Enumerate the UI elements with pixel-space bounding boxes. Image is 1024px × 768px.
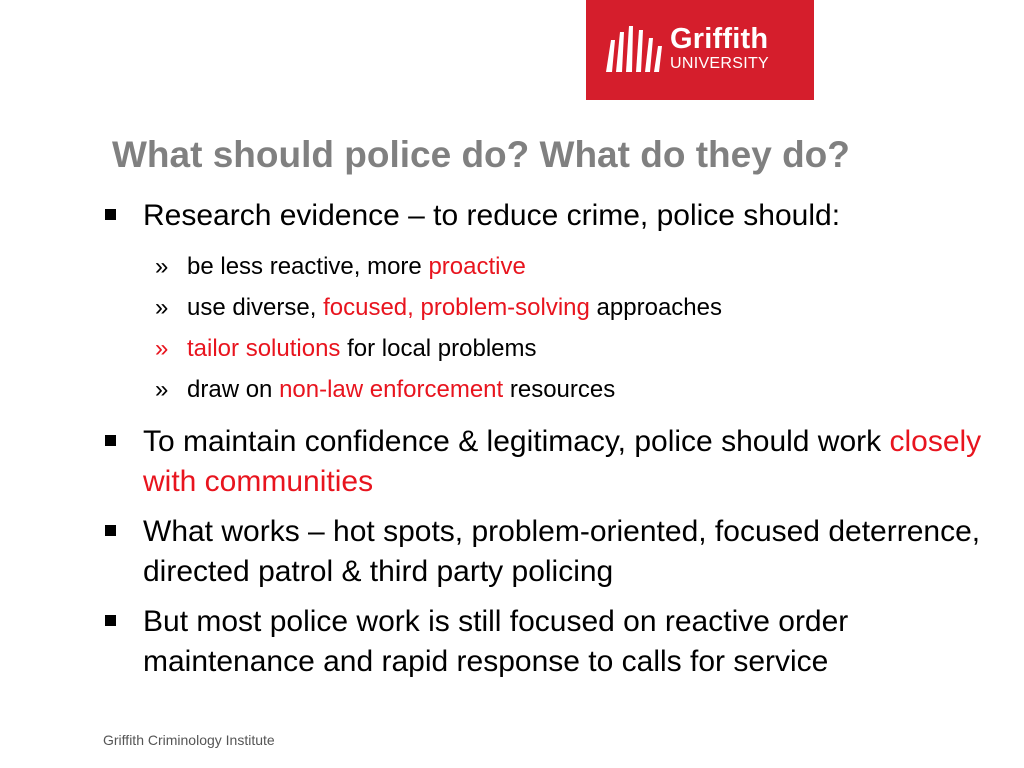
sub-bullet-text: draw on: [187, 376, 280, 403]
sub-bullet-non-law-enforcement: [105, 369, 985, 410]
chevron-bullet-icon: »: [155, 335, 169, 362]
square-bullet-icon: [105, 209, 116, 220]
chevron-bullet-icon: »: [155, 294, 169, 321]
sub-bullet-highlight: tailor solutions: [187, 335, 341, 362]
bullet-reactive-work: [105, 602, 985, 682]
sub-bullet-text: be less reactive, more: [187, 253, 429, 280]
sub-bullet-problem-solving: [105, 287, 985, 328]
bullet-text: To maintain confidence & legitimacy, police should work: [143, 425, 890, 458]
sub-bullet-highlight: proactive: [428, 253, 526, 280]
square-bullet-icon: [105, 525, 116, 536]
sub-bullet-text: use diverse,: [187, 294, 324, 321]
sub-bullet-list: [105, 246, 985, 410]
sub-bullet-proactive: [105, 246, 985, 287]
sub-bullet-text-end: resources: [503, 376, 616, 403]
sub-bullet-highlight: focused, problem-solving: [323, 294, 590, 321]
bullet-text: Research evidence – to reduce crime, police should:: [143, 199, 841, 232]
logo-subtitle: UNIVERSITY: [670, 55, 770, 72]
griffith-logo-icon: [604, 24, 664, 72]
bullet-text: What works – hot spots, problem-oriented, focused deterrence, directed patrol & third party policing: [143, 515, 981, 588]
bullet-highlight: closely with communities: [143, 425, 982, 498]
sub-bullet-tailor-solutions: [105, 328, 985, 369]
sub-bullet-highlight: non-law enforcement: [279, 376, 504, 403]
sub-bullet-text-end: for local problems: [340, 335, 537, 362]
chevron-bullet-icon: »: [155, 253, 169, 280]
square-bullet-icon: [105, 615, 116, 626]
bullet-what-works: [105, 512, 985, 592]
footer-text: Griffith Criminology Institute: [103, 732, 275, 748]
bullet-confidence-legitimacy: [105, 422, 985, 502]
slide-content: [105, 196, 985, 692]
square-bullet-icon: [105, 435, 116, 446]
bullet-research-evidence: [105, 196, 985, 236]
slide-title: What should police do? What do they do?: [112, 134, 850, 175]
sub-bullet-text-end: approaches: [589, 294, 722, 321]
griffith-logo: [586, 0, 814, 100]
chevron-bullet-icon: »: [155, 376, 169, 403]
bullet-text: But most police work is still focused on reactive order maintenance and rapid response to calls for service: [143, 605, 849, 678]
logo-name: Griffith: [670, 23, 769, 55]
